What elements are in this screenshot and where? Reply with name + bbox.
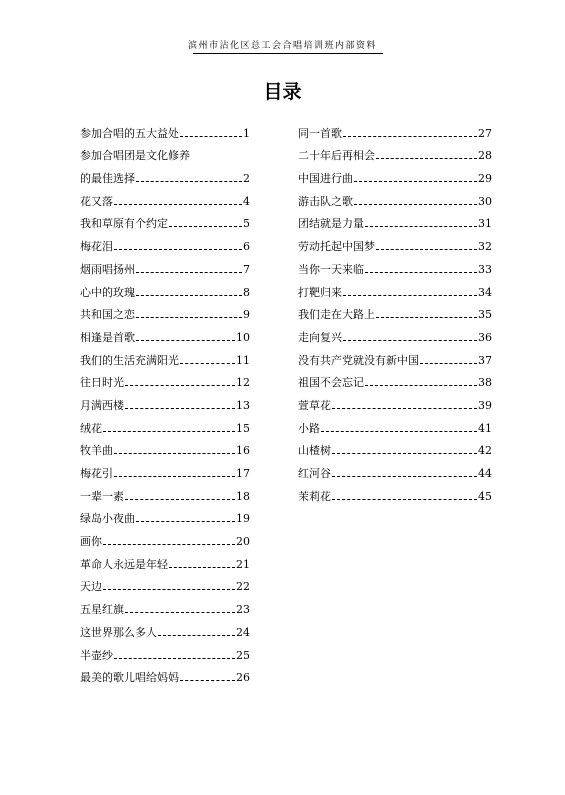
toc-leader (376, 158, 477, 159)
toc-entry (80, 504, 250, 527)
toc-entry-page: 45 (478, 489, 492, 503)
toc-entry (80, 231, 250, 254)
toc-leader (169, 226, 242, 227)
toc-leader (321, 431, 477, 432)
toc-entry-title: 画你 (80, 535, 102, 549)
toc-entry-page: 20 (236, 535, 250, 549)
toc-leader (136, 295, 242, 296)
toc-entry (298, 413, 492, 436)
toc-entry-page: 4 (243, 194, 250, 208)
toc-entry-page: 13 (236, 398, 250, 412)
toc-entry-title: 祖国不会忘记 (298, 376, 364, 390)
toc-entry-title: 中国进行曲 (298, 172, 353, 186)
toc-entry (80, 549, 250, 572)
toc-leader (365, 272, 477, 273)
toc-entry-title: 劳动托起中国梦 (298, 240, 375, 254)
toc-entry-title: 革命人永远是年轻 (80, 557, 168, 571)
toc-entry-title: 山楂树 (298, 444, 331, 458)
toc-entry (80, 118, 250, 141)
toc-leader (343, 340, 477, 341)
toc-leader (114, 249, 242, 250)
toc-entry-title: 我们的生活充满阳光 (80, 353, 179, 367)
toc-entry-title: 没有共产党就没有新中国 (298, 353, 419, 367)
toc-entry (80, 163, 250, 186)
toc-entry-page: 27 (478, 126, 492, 140)
toc-leader (376, 317, 477, 318)
toc-entry (298, 277, 492, 300)
toc-leader (354, 181, 477, 182)
header-rule (193, 53, 383, 54)
toc-leader (125, 612, 235, 613)
toc-leader (365, 226, 477, 227)
toc-entry (298, 368, 492, 391)
toc-entry-page: 26 (236, 671, 250, 685)
toc-leader (180, 363, 235, 364)
toc-entry-title: 牧羊曲 (80, 444, 113, 458)
toc-entry-page: 28 (478, 149, 492, 163)
toc-leader (332, 499, 477, 500)
toc-leader (136, 521, 235, 522)
toc-entry-page: 44 (478, 467, 492, 480)
toc-leader (332, 476, 477, 477)
toc-leader (103, 544, 235, 545)
toc-entry (80, 277, 250, 300)
toc-entry (80, 663, 250, 686)
toc-entry-title: 参加合唱团是文化修养 (80, 149, 190, 163)
toc-entry-title: 最美的歌儿唱给妈妈 (80, 671, 179, 685)
toc-entry (80, 572, 250, 595)
toc-leader (180, 136, 242, 137)
toc-entry (298, 118, 492, 141)
toc-entry-title: 往日时光 (80, 376, 124, 390)
toc-entry (298, 300, 492, 323)
toc-entry (298, 458, 492, 481)
toc-entry-page: 11 (236, 353, 250, 367)
toc-entry (80, 640, 250, 663)
toc-entry-title: 萱草花 (298, 398, 331, 412)
toc-entry-page: 9 (243, 308, 250, 322)
toc-entry-title: 烟雨唱扬州 (80, 262, 135, 276)
toc-entry (80, 209, 250, 232)
toc-entry-title: 绒花 (80, 421, 102, 435)
toc-leader (136, 272, 242, 273)
toc-leader (125, 385, 235, 386)
toc-leader (420, 363, 477, 364)
toc-entry-page: 41 (478, 421, 492, 435)
toc-entry-page: 16 (236, 444, 250, 458)
toc-entry-page: 34 (478, 285, 492, 299)
toc-entry (80, 458, 250, 481)
toc-entry-title: 花又落 (80, 194, 113, 208)
toc-entry (298, 163, 492, 186)
toc-entry-page: 12 (236, 376, 250, 390)
toc-leader (136, 340, 235, 341)
toc-entry-page: 1 (243, 126, 250, 140)
toc-leader (343, 295, 477, 296)
toc-entry-title: 小路 (298, 421, 320, 435)
toc-leader (114, 658, 235, 659)
toc-leader (103, 589, 235, 590)
toc-entry-page: 42 (478, 444, 492, 458)
toc-left-column (80, 118, 250, 685)
toc-entry-title: 月满西楼 (80, 398, 124, 412)
toc-entry-title: 二十年后再相会 (298, 149, 375, 163)
toc-entry-page: 8 (243, 285, 250, 299)
toc-leader (343, 136, 477, 137)
toc-entry (80, 436, 250, 459)
toc-leader (103, 431, 235, 432)
toc-entry-title: 参加合唱的五大益处 (80, 126, 179, 140)
toc-entry-title: 一辈一素 (80, 489, 124, 503)
toc-entry-page: 33 (478, 262, 492, 276)
toc-entry-page: 5 (243, 217, 250, 231)
toc-entry-page: 39 (478, 398, 492, 412)
toc-entry-page: 36 (478, 330, 492, 344)
toc-entry-title: 共和国之恋 (80, 308, 135, 322)
toc-entry (298, 141, 492, 164)
toc-entry (298, 231, 492, 254)
toc-entry (80, 141, 250, 164)
toc-entry-title: 的最佳选择 (80, 172, 135, 186)
toc-entry-title: 游击队之歌 (298, 194, 353, 208)
toc-entry-title: 梅花引 (80, 467, 113, 480)
toc-entry (80, 186, 250, 209)
page-header: 滨州市沾化区总工会合唱培训班内部资料 (187, 41, 377, 51)
toc-entry-title: 当你一天来临 (298, 262, 364, 276)
toc-entry (80, 617, 250, 640)
toc-entry (298, 481, 492, 504)
toc-entry-title: 这世界那么多人 (80, 625, 157, 639)
toc-entry (80, 526, 250, 549)
toc-entry-page: 18 (236, 489, 250, 503)
toc-entry-title: 我和草原有个约定 (80, 217, 168, 231)
toc-entry (80, 300, 250, 323)
toc-entry-page: 37 (478, 353, 492, 367)
toc-entry-title: 天边 (80, 580, 102, 594)
toc-entry-page: 15 (236, 421, 250, 435)
toc-leader (114, 204, 242, 205)
toc-entry-title: 红河谷 (298, 467, 331, 480)
toc-leader (136, 181, 242, 182)
toc-entry-page: 35 (478, 308, 492, 322)
toc-entry (80, 594, 250, 617)
toc-entry (80, 481, 250, 504)
toc-entry (298, 322, 492, 345)
toc-leader (136, 317, 242, 318)
toc-entry-title: 梅花泪 (80, 240, 113, 254)
toc-entry-page: 22 (236, 580, 250, 594)
toc-entry-page: 32 (478, 240, 492, 254)
toc-leader (376, 249, 477, 250)
toc-entry-page: 2 (243, 172, 250, 186)
toc-right-column (298, 118, 492, 504)
toc-entry-page: 7 (243, 262, 250, 276)
toc-entry (298, 254, 492, 277)
toc-entry (80, 390, 250, 413)
page-title: 目录 (263, 81, 302, 103)
toc-entry-page: 21 (236, 557, 250, 571)
toc-leader (114, 453, 235, 454)
toc-leader (354, 204, 477, 205)
toc-entry-title: 团结就是力量 (298, 217, 364, 231)
toc-entry-page: 29 (478, 172, 492, 186)
toc-leader (332, 453, 477, 454)
toc-entry-page: 38 (478, 376, 492, 390)
toc-entry-title: 半壶纱 (80, 648, 113, 662)
toc-entry (80, 322, 250, 345)
toc-entry-page: 17 (236, 467, 250, 480)
toc-leader (180, 680, 235, 681)
toc-entry-page: 6 (243, 240, 250, 254)
toc-leader (158, 635, 235, 636)
toc-leader (114, 476, 235, 477)
toc-entry (298, 186, 492, 209)
toc-leader (125, 499, 235, 500)
toc-leader (125, 408, 235, 409)
toc-entry (80, 345, 250, 368)
toc-entry-title: 绿岛小夜曲 (80, 512, 135, 526)
toc-entry-page: 31 (478, 217, 492, 231)
toc-leader (332, 408, 477, 409)
toc-entry-page: 25 (236, 648, 250, 662)
toc-entry-title: 茉莉花 (298, 489, 331, 503)
toc-entry-title: 相逢是首歌 (80, 330, 135, 344)
toc-entry (298, 345, 492, 368)
toc-entry-title: 心中的玫瑰 (80, 285, 135, 299)
toc-entry-title: 同一首歌 (298, 126, 342, 140)
toc-entry (298, 209, 492, 232)
toc-entry (80, 254, 250, 277)
toc-entry (298, 436, 492, 459)
toc-entry (80, 368, 250, 391)
toc-entry-title: 打靶归来 (298, 285, 342, 299)
toc-entry-page: 23 (236, 603, 250, 617)
toc-entry (80, 413, 250, 436)
toc-leader (365, 385, 477, 386)
toc-entry-page: 10 (236, 330, 250, 344)
toc-entry-page: 19 (236, 512, 250, 526)
toc-leader (169, 567, 235, 568)
toc-entry-title: 走向复兴 (298, 330, 342, 344)
toc-entry-title: 我们走在大路上 (298, 308, 375, 322)
toc-entry-page: 30 (478, 194, 492, 208)
toc-entry (298, 390, 492, 413)
toc-entry-page: 24 (236, 625, 250, 639)
toc-entry-title: 五星红旗 (80, 603, 124, 617)
